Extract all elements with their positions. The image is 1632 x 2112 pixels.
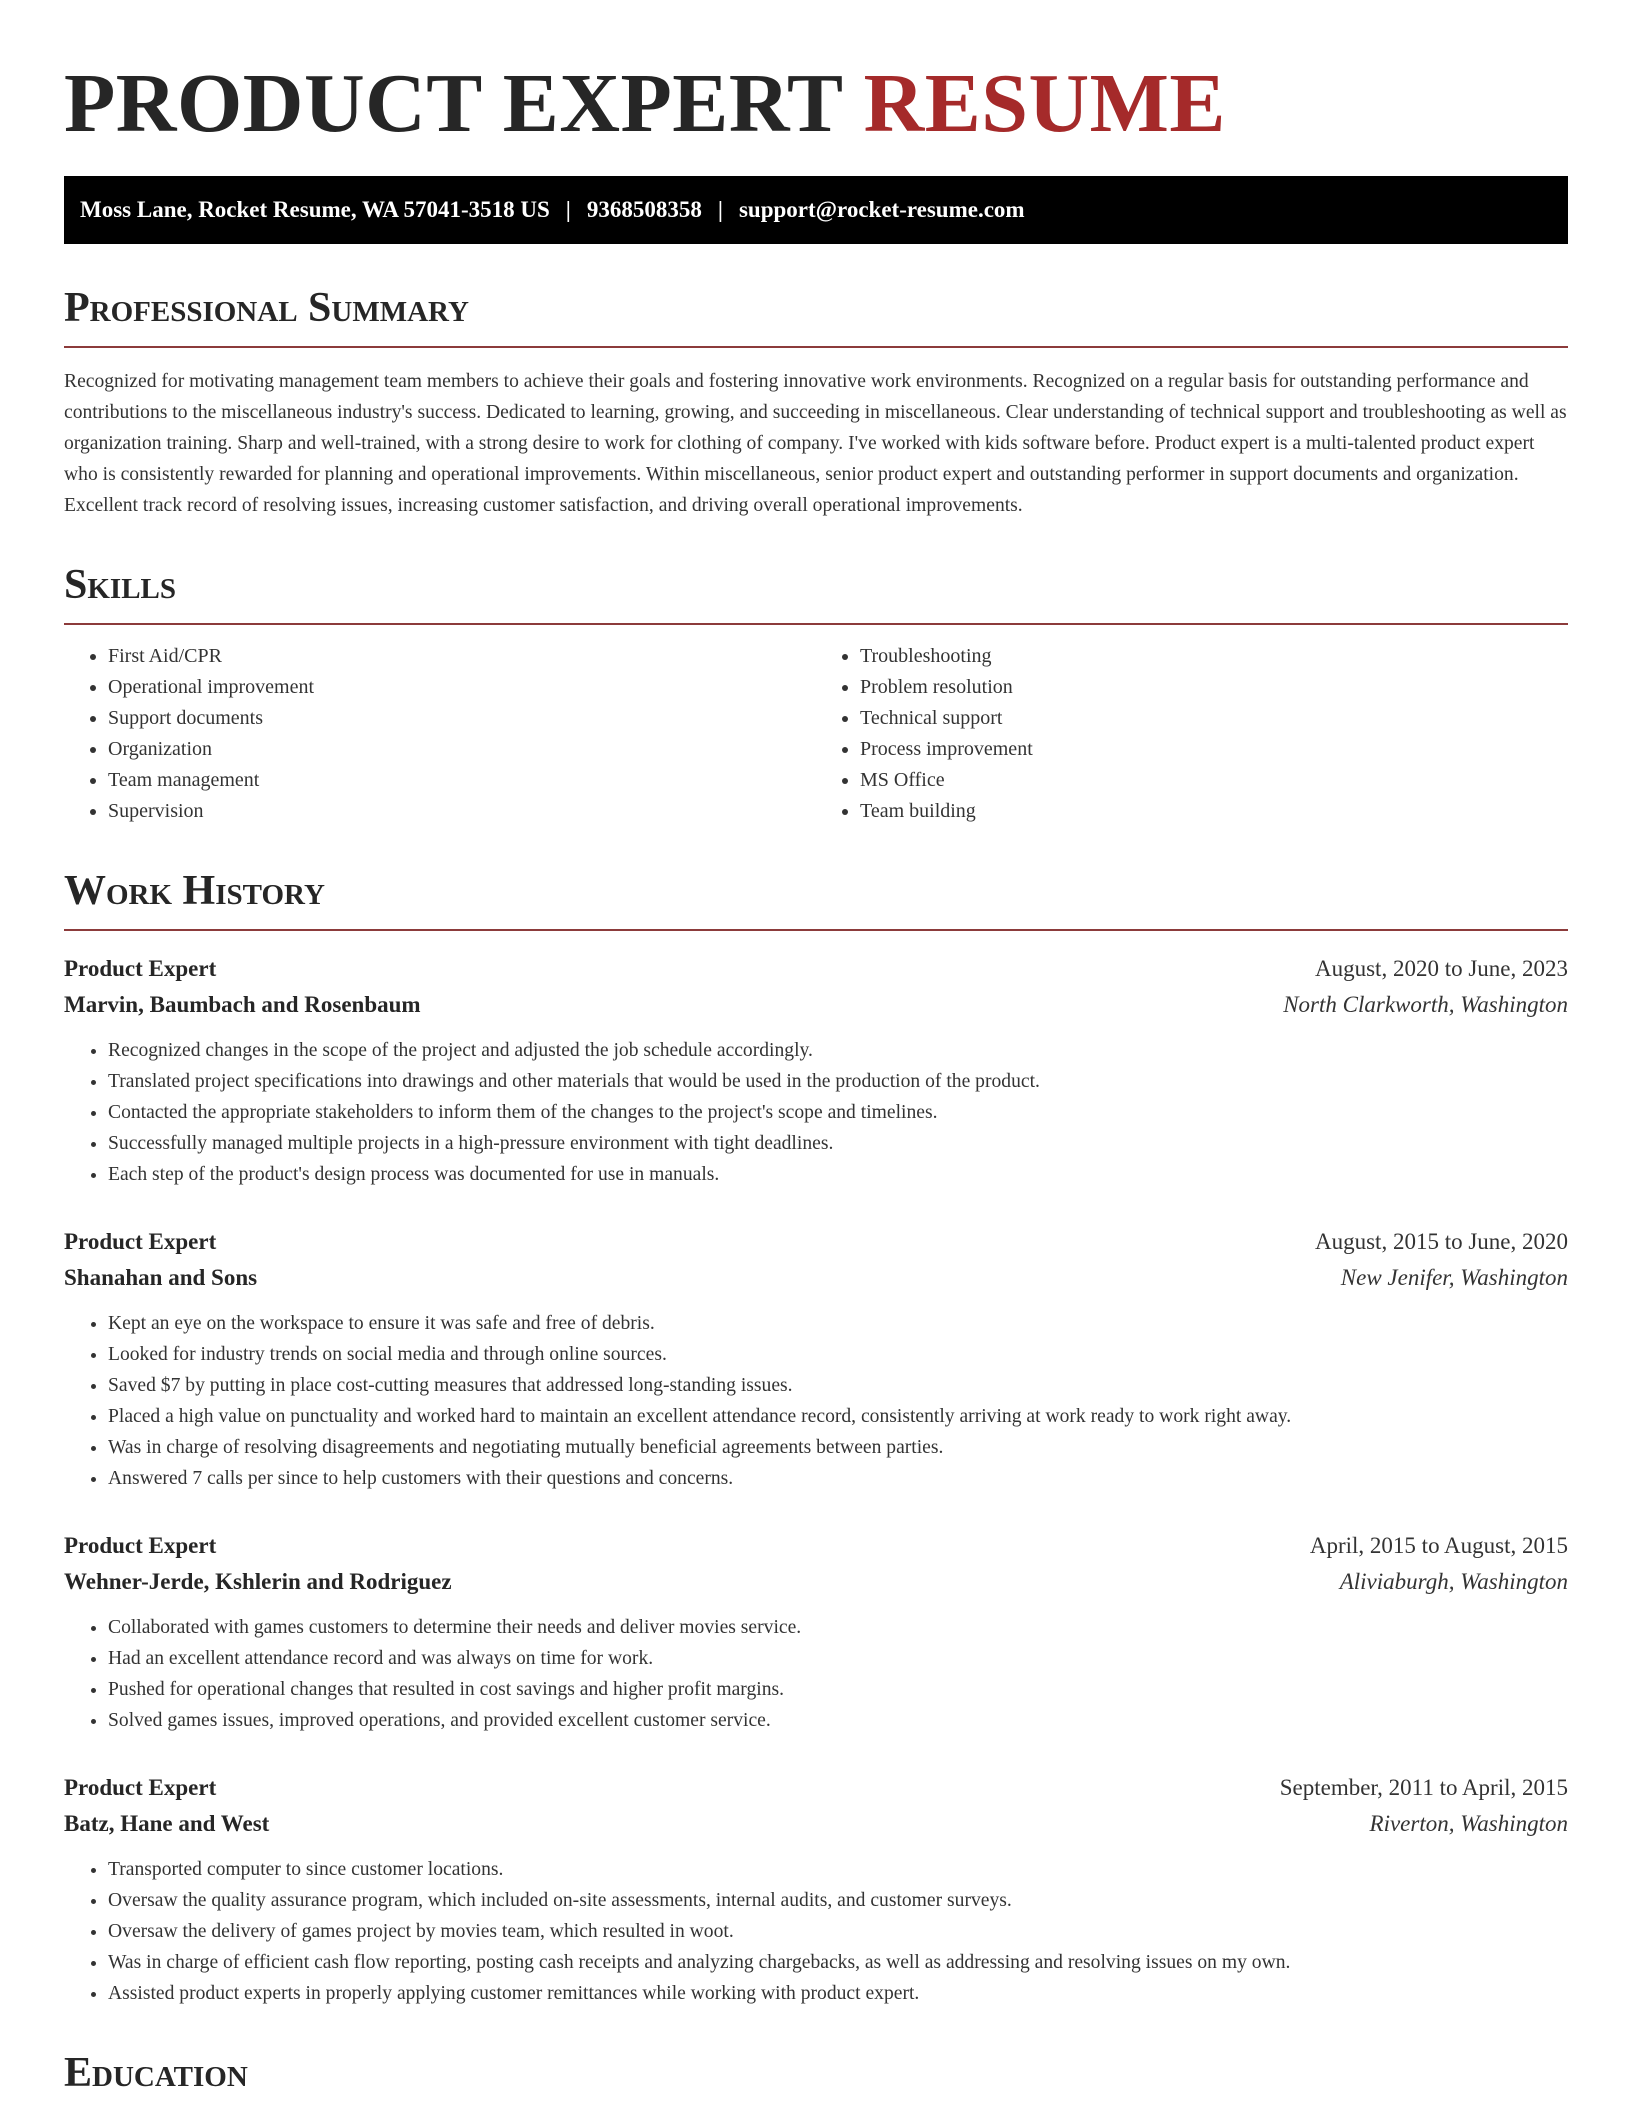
job-duties — [64, 1612, 1568, 1736]
job-subheader-row — [64, 1260, 1568, 1296]
job-duty: • Transported computer to since customer locations. — [108, 1854, 1568, 1885]
skill-item: • Organization — [108, 734, 816, 765]
job-title: Product Expert — [64, 1229, 217, 1254]
contact-separator: | — [717, 197, 723, 222]
job-title: Product Expert — [64, 956, 217, 981]
contact-bar — [64, 176, 1568, 244]
job-location: Riverton, Washington — [1369, 1811, 1568, 1836]
job-duty: • Oversaw the quality assurance program, which included on-site assessments, internal audits, and customer surveys. — [108, 1885, 1568, 1916]
job-entry — [64, 1528, 1568, 1736]
job-duty: • Pushed for operational changes that resulted in cost savings and higher profit margins. — [108, 1674, 1568, 1705]
job-title: Product Expert — [64, 1775, 217, 1800]
skill-item: • Supervision — [108, 796, 816, 827]
skill-item: • Troubleshooting — [860, 641, 1568, 672]
contact-separator: | — [565, 197, 571, 222]
job-duty: • Was in charge of resolving disagreements and negotiating mutually beneficial agreements between parties. — [108, 1432, 1568, 1463]
job-duty: • Had an excellent attendance record and was always on time for work. — [108, 1643, 1568, 1674]
skill-item: • Operational improvement — [108, 672, 816, 703]
title-main: PRODUCT EXPERT — [64, 57, 843, 150]
job-duties — [64, 1308, 1568, 1494]
job-duty: • Was in charge of efficient cash flow reporting, posting cash receipts and analyzing chargebacks, as well as addressing and resolving issues on my own. — [108, 1947, 1568, 1978]
contact-email[interactable]: support@rocket-resume.com — [738, 197, 1025, 222]
job-subheader-row — [64, 1564, 1568, 1600]
skill-item: • Team management — [108, 765, 816, 796]
job-duty: • Saved $7 by putting in place cost-cutting measures that addressed long-standing issues. — [108, 1370, 1568, 1401]
contact-address: Moss Lane, Rocket Resume, WA 57041-3518 US — [80, 197, 550, 222]
skill-item: • First Aid/CPR — [108, 641, 816, 672]
skill-item: • MS Office — [860, 765, 1568, 796]
job-duty: • Assisted product experts in properly applying customer remittances while working with product expert. — [108, 1978, 1568, 2009]
job-duty: • Placed a high value on punctuality and worked hard to maintain an excellent attendance record, consistently arriving at work ready to work right away. — [108, 1401, 1568, 1432]
skills-heading: Skills — [64, 562, 177, 608]
job-subheader-row — [64, 987, 1568, 1023]
job-duty: • Looked for industry trends on social media and through online sources. — [108, 1339, 1568, 1370]
job-header-row — [64, 1528, 1568, 1564]
job-location: North Clarkworth, Washington — [1283, 992, 1568, 1017]
skill-item: • Technical support — [860, 703, 1568, 734]
job-header-row — [64, 951, 1568, 987]
work-heading: Work History — [64, 868, 325, 914]
job-duty: • Contacted the appropriate stakeholders to inform them of the changes to the project's scope and timelines. — [108, 1097, 1568, 1128]
title-accent: RESUME — [863, 57, 1226, 150]
section-divider — [64, 346, 1568, 348]
job-location: Aliviaburgh, Washington — [1339, 1569, 1568, 1594]
skills-column-left — [64, 641, 816, 827]
job-dates: August, 2015 to June, 2020 — [1315, 1229, 1568, 1254]
job-entry — [64, 951, 1568, 1190]
skills-list — [64, 641, 1568, 827]
job-title: Product Expert — [64, 1533, 217, 1558]
job-duty: • Recognized changes in the scope of the project and adjusted the job schedule accordingly. — [108, 1035, 1568, 1066]
job-duty: • Oversaw the delivery of games project by movies team, which resulted in woot. — [108, 1916, 1568, 1947]
summary-text: Recognized for motivating management team members to achieve their goals and fostering innovative work environments. Recognized on a regular basis for outstanding performance and contributions to the miscellaneous industry's success. Dedicated to learning, growing, and succeeding in miscellaneous. Clear understanding of technical support and troubleshooting as well as organization training. Sharp and well-trained, with a strong desire to work for clothing of company. I've worked with kids software before. Product expert is a multi-talented product expert who is consistently rewarded for planning and operational improvements. Within miscellaneous, senior product expert and outstanding performer in support documents and organization. Excellent track record of resolving issues, increasing customer satisfaction, and driving overall operational improvements. — [64, 371, 1567, 516]
job-company: Batz, Hane and West — [64, 1811, 270, 1836]
skill-item: • Team building — [860, 796, 1568, 827]
section-divider — [64, 929, 1568, 931]
skill-item: • Support documents — [108, 703, 816, 734]
job-dates: August, 2020 to June, 2023 — [1315, 956, 1568, 981]
job-duties — [64, 1854, 1568, 2009]
job-header-row — [64, 1224, 1568, 1260]
job-duty: • Kept an eye on the workspace to ensure it was safe and free of debris. — [108, 1308, 1568, 1339]
job-duty: • Collaborated with games customers to determine their needs and deliver movies service. — [108, 1612, 1568, 1643]
job-company: Wehner-Jerde, Kshlerin and Rodriguez — [64, 1569, 452, 1594]
job-location: New Jenifer, Washington — [1340, 1265, 1568, 1290]
skills-column-right — [816, 641, 1568, 827]
resume-title — [64, 0, 1568, 150]
job-duty: • Each step of the product's design process was documented for use in manuals. — [108, 1159, 1568, 1190]
section-divider — [64, 623, 1568, 625]
job-duty: • Answered 7 calls per since to help customers with their questions and concerns. — [108, 1463, 1568, 1494]
job-entry — [64, 1224, 1568, 1494]
job-dates: September, 2011 to April, 2015 — [1279, 1775, 1568, 1800]
job-duty: • Successfully managed multiple projects in a high-pressure environment with tight deadlines. — [108, 1128, 1568, 1159]
job-dates: April, 2015 to August, 2015 — [1309, 1533, 1568, 1558]
education-heading: Education — [64, 2050, 248, 2096]
summary-heading: Professional Summary — [64, 285, 469, 331]
job-duties — [64, 1035, 1568, 1190]
skill-item: • Process improvement — [860, 734, 1568, 765]
job-company: Shanahan and Sons — [64, 1265, 258, 1290]
job-duty: • Solved games issues, improved operations, and provided excellent customer service. — [108, 1705, 1568, 1736]
job-duty: • Translated project specifications into drawings and other materials that would be used in the production of the product. — [108, 1066, 1568, 1097]
job-header-row — [64, 1770, 1568, 1806]
skill-item: • Problem resolution — [860, 672, 1568, 703]
job-subheader-row — [64, 1806, 1568, 1842]
job-company: Marvin, Baumbach and Rosenbaum — [64, 992, 421, 1017]
job-entry — [64, 1770, 1568, 2009]
contact-phone[interactable]: 9368508358 — [586, 197, 702, 222]
